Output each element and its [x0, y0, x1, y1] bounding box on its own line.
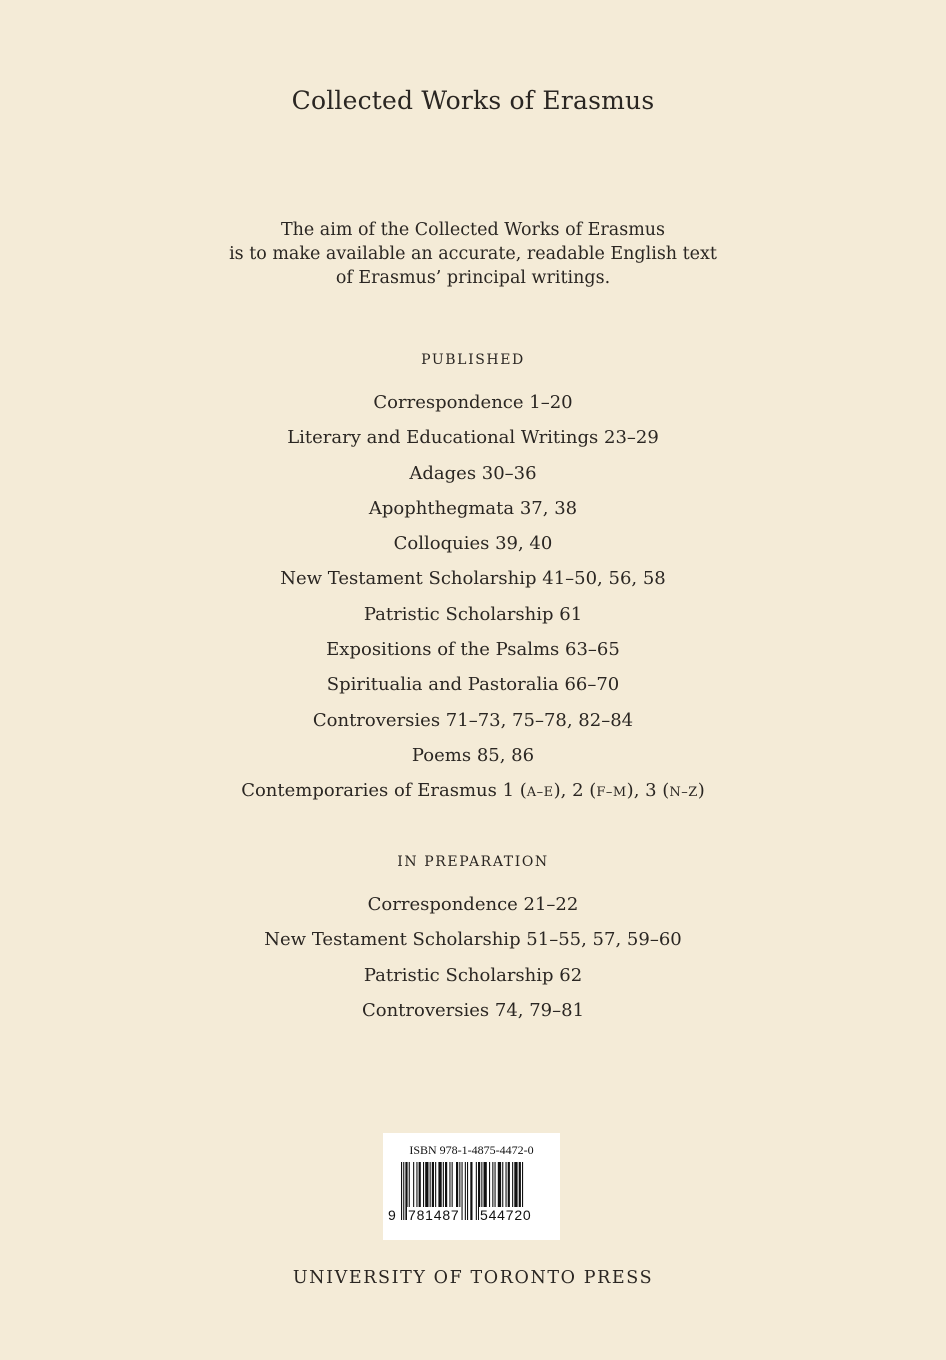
isbn-barcode [383, 1133, 560, 1240]
list-item: Adages 30–36 [409, 462, 537, 484]
list-item: Correspondence 21–22 [367, 894, 579, 915]
list-item: Spiritualia and Pastoralia 66–70 [326, 674, 620, 696]
aim-line: is to make available an accurate, readable English text [229, 244, 717, 264]
list-item: Colloquies 39, 40 [393, 533, 553, 555]
list-item: Expositions of the Psalms 63–65 [326, 639, 620, 661]
contemporaries-text: Contemporaries of Erasmus 1 ( [241, 780, 527, 802]
list-item: Controversies 74, 79–81 [361, 999, 585, 1021]
publisher-name: UNIVERSITY OF TORONTO PRESS [292, 1268, 654, 1288]
list-item: Apophthegmata 37, 38 [368, 497, 578, 519]
list-item: New Testament Scholarship 41–50, 56, 58 [280, 568, 666, 590]
range-f-m: F–M [596, 785, 627, 801]
contemporaries-text: ), 3 ( [626, 780, 670, 802]
contemporaries-text: ) [697, 780, 705, 802]
range-n-z: N–Z [669, 785, 698, 801]
barcode-digits-left: 781487 [408, 1207, 460, 1223]
list-item-contemporaries [0, 779, 946, 814]
list-item: New Testament Scholarship 51–55, 57, 59–60 [264, 929, 682, 951]
list-item: Patristic Scholarship 62 [363, 964, 583, 986]
published-heading: PUBLISHED [421, 352, 525, 368]
aim-statement [0, 218, 946, 290]
in-preparation-list [0, 893, 946, 1034]
barcode-digits [383, 1207, 560, 1227]
isbn-number: ISBN 978-1-4875-4472-0 [409, 1143, 534, 1157]
series-title: Collected Works of Erasmus [291, 86, 655, 115]
list-item: Patristic Scholarship 61 [363, 603, 583, 625]
list-item: Literary and Educational Writings 23–29 [287, 427, 659, 449]
list-item: Poems 85, 86 [411, 744, 535, 766]
contemporaries-text: ), 2 ( [553, 780, 597, 802]
barcode-digits-right: 544720 [480, 1207, 532, 1223]
range-a-e: A–E [526, 785, 554, 801]
aim-line: of Erasmus’ principal writings. [335, 268, 611, 288]
in-preparation-heading: IN PREPARATION [397, 854, 549, 870]
list-item: Correspondence 1–20 [373, 392, 573, 413]
list-item: Controversies 71–73, 75–78, 82–84 [312, 709, 634, 731]
aim-line: The aim of the Collected Works of Erasmus [280, 220, 666, 240]
published-list [0, 391, 946, 815]
barcode-digit-first: 9 [388, 1207, 397, 1223]
